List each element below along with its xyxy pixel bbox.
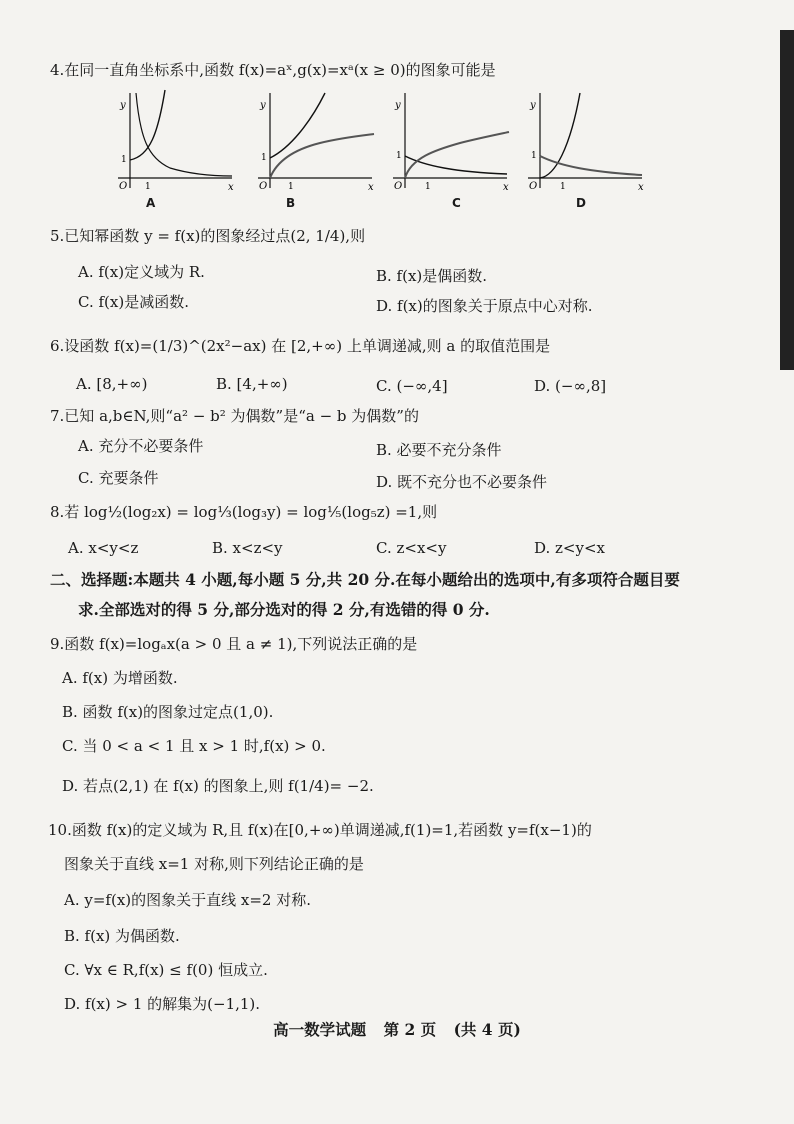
graph-a (110, 88, 236, 198)
q6-stem: 6.设函数 f(x)=(1/3)^(2x²−ax) 在 [2,+∞) 上单调递减,则 a 的取值范围是 (50, 337, 551, 355)
graph-c-tick-y: 1 (396, 151, 402, 161)
graph-b-x-label: x (368, 182, 374, 193)
graph-a-tick-y: 1 (121, 155, 127, 165)
scan-edge-shadow (780, 30, 794, 370)
q6-option-b: B. [4,+∞) (216, 375, 288, 393)
graph-c (385, 88, 511, 198)
graph-b-tick-y: 1 (261, 153, 267, 163)
q8-option-c: C. z<x<y (376, 539, 447, 557)
q10-option-b: B. f(x) 为偶函数. (64, 927, 180, 945)
q5-stem: 5.已知幂函数 y = f(x)的图象经过点(2, 1/4),则 (50, 227, 366, 245)
q5-option-c: C. f(x)是减函数. (78, 293, 189, 311)
page-footer (0, 1018, 794, 1040)
q8-stem: 8.若 log½(log₂x) = log⅓(log₃y) = log⅕(log₅z) =1,则 (50, 503, 438, 521)
section2-heading-line1: 二、选择题:本题共 4 小题,每小题 5 分,共 20 分.在每小题给出的选项中,有多项符合题目要 (50, 570, 680, 589)
graph-a-x-label: x (228, 182, 234, 193)
q7-option-c: C. 充要条件 (78, 469, 159, 487)
graph-b-origin: O (259, 181, 268, 192)
q7-stem: 7.已知 a,b∈N,则“a² − b² 为偶数”是“a − b 为偶数”的 (50, 407, 419, 425)
graph-d-tick-x: 1 (560, 182, 566, 192)
graph-b-label: B (286, 196, 296, 210)
q9-option-b: B. 函数 f(x)的图象过定点(1,0). (62, 703, 274, 721)
q5-option-b: B. f(x)是偶函数. (376, 267, 488, 285)
footer-page-number: 第 2 页 (383, 1020, 437, 1039)
q5-option-a: A. f(x)定义域为 R. (78, 263, 205, 281)
q6-option-d: D. (−∞,8] (534, 377, 607, 395)
graph-d-x-label: x (638, 182, 644, 193)
q5-option-d: D. f(x)的图象关于原点中心对称. (376, 297, 593, 315)
graph-d-label: D (576, 196, 586, 210)
q9-stem: 9.函数 f(x)=logₐx(a > 0 且 a ≠ 1),下列说法正确的是 (50, 635, 418, 653)
graph-a-y-label: y (120, 100, 126, 111)
graph-b-y-label: y (260, 100, 266, 111)
q10-stem-line2: 图象关于直线 x=1 对称,则下列结论正确的是 (64, 855, 364, 873)
q10-option-a: A. y=f(x)的图象关于直线 x=2 对称. (64, 891, 312, 909)
graph-c-y-label: y (395, 100, 401, 111)
q7-option-d: D. 既不充分也不必要条件 (376, 473, 548, 491)
graph-d-y-label: y (530, 100, 536, 111)
q10-option-d: D. f(x) > 1 的解集为(−1,1). (64, 995, 261, 1013)
graph-b (250, 88, 376, 198)
footer-title: 高一数学试题 (273, 1020, 367, 1039)
q9-option-c: C. 当 0 < a < 1 且 x > 1 时,f(x) > 0. (62, 737, 326, 755)
graph-d-origin: O (529, 181, 538, 192)
q10-option-c: C. ∀x ∈ R,f(x) ≤ f(0) 恒成立. (64, 961, 268, 979)
q9-option-a: A. f(x) 为增函数. (62, 669, 178, 687)
q8-option-a: A. x<y<z (68, 539, 139, 557)
graph-c-label: C (452, 196, 461, 210)
graph-a-origin: O (119, 181, 128, 192)
q4-stem: 4.在同一直角坐标系中,函数 f(x)=aˣ,g(x)=xᵃ(x ≥ 0)的图象可能是 (50, 61, 496, 79)
graph-c-tick-x: 1 (425, 182, 431, 192)
q4-graphs (110, 88, 650, 218)
q10-stem-line1: 10.函数 f(x)的定义域为 R,且 f(x)在[0,+∞)单调递减,f(1)=1,若函数 y=f(x−1)的 (48, 821, 592, 839)
graph-b-tick-x: 1 (288, 182, 294, 192)
graph-d (520, 88, 646, 198)
section2-heading-line2: 求.全部选对的得 5 分,部分选对的得 2 分,有选错的得 0 分. (78, 600, 490, 619)
graph-a-tick-x: 1 (145, 182, 151, 192)
graph-c-x-label: x (503, 182, 509, 193)
q8-option-d: D. z<y<x (534, 539, 606, 557)
q9-option-d: D. 若点(2,1) 在 f(x) 的图象上,则 f(1/4)= −2. (62, 777, 374, 795)
q6-option-a: A. [8,+∞) (76, 375, 148, 393)
q8-option-b: B. x<z<y (212, 539, 283, 557)
q6-option-c: C. (−∞,4] (376, 377, 448, 395)
graph-a-label: A (146, 196, 156, 210)
q7-option-b: B. 必要不充分条件 (376, 441, 502, 459)
q7-option-a: A. 充分不必要条件 (78, 437, 204, 455)
graph-d-tick-y: 1 (531, 151, 537, 161)
graph-c-origin: O (394, 181, 403, 192)
footer-page-total: (共 4 页) (453, 1020, 521, 1039)
